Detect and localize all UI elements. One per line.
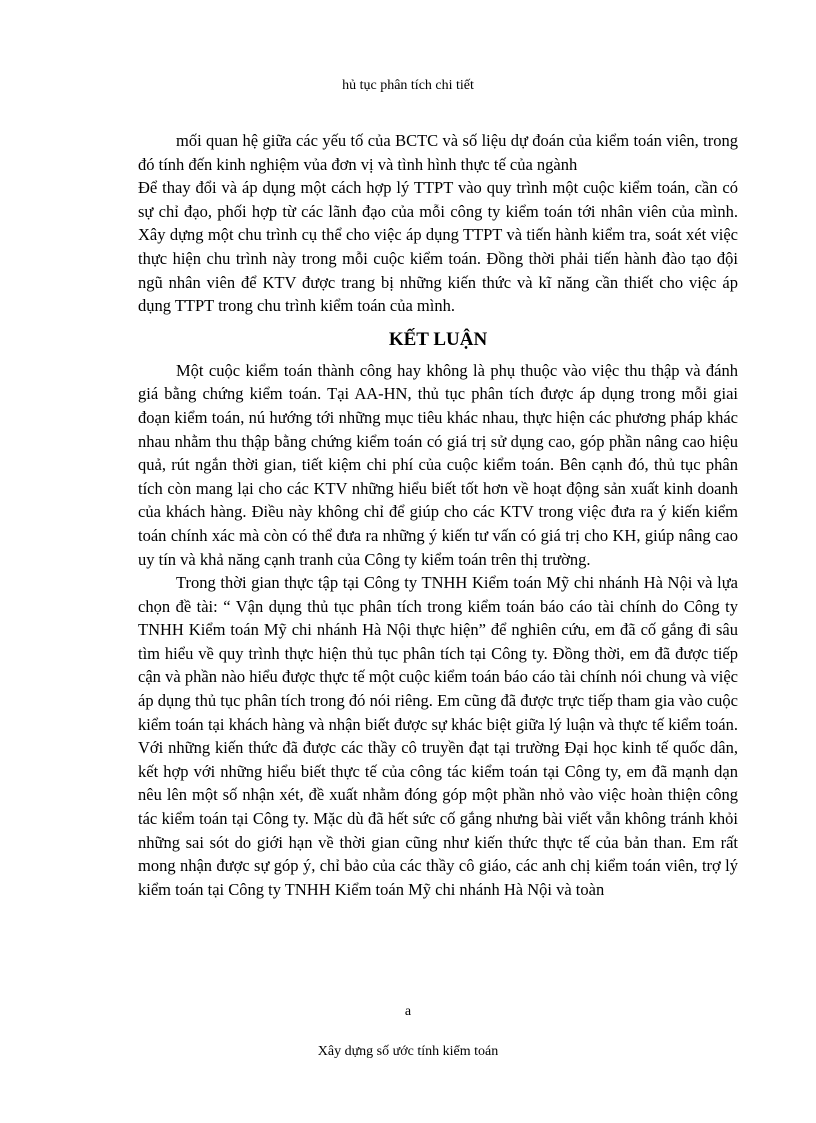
paragraph-conclusion-2: Trong thời gian thực tập tại Công ty TNHH Kiểm toán Mỹ chi nhánh Hà Nội và lựa chọn đề tài: “ Vận dụng thủ tục phân tích trong kiểm toán báo cáo tài chính do Công ty TNHH Kiểm toán Mỹ chi nhánh Hà Nội thực hiện” để nghiên cứu, em đã cố gắng đi sâu tìm hiểu về quy trình thực hiện thủ tục phân tích tại Công ty. Đồng thời, em đã được tiếp cận và phần nào hiểu được thực tế một cuộc kiểm toán báo cáo tài chính nói chung và việc áp dụng thủ tục phân tích trong đó nói riêng. Em cũng đã được trực tiếp tham gia vào cuộc kiểm toán tại khách hàng và nhận biết được sự khác biệt giữa lý luận và thực tế kiểm toán. Với những kiến thức đã được các thầy cô truyền đạt tại trường Đại học kinh tế quốc dân, kết hợp với những hiểu biết thực tế của công tác kiểm toán tại Công ty, em đã mạnh dạn nêu lên một số nhận xét, đề xuất nhằm đóng góp một phần nhỏ vào việc hoàn thiện công tác kiểm toán tại Công ty. Mặc dù đã hết sức cố gắng nhưng bài viết vẫn không tránh khỏi những sai sót do giới hạn về thời gian cũng như kiến thức thực tế của bản than. Em rất mong nhận được sự góp ý, chỉ bảo của các thầy cô giáo, các anh chị kiểm toán viên, trợ lý kiểm toán tại Công ty TNHH Kiểm toán Mỹ chi nhánh Hà Nội và toàn bbox=[138, 573, 738, 899]
document-body bbox=[138, 129, 738, 901]
page-header: hủ tục phân tích chi tiết bbox=[342, 78, 474, 93]
paragraph-conclusion-1: Một cuộc kiểm toán thành công hay không là phụ thuộc vào việc thu thập và đánh giá bằng chứng kiểm toán. Tại AA-HN, thủ tục phân tích được áp dụng trong mỗi giai đoạn kiểm toán, nú hướng tới những mục tiêu khác nhau, thực hiện các phương pháp khác nhau nhằm thu thập bằng chứng kiểm toán có giá trị sử dụng cao, góp phần nâng cao hiệu quả, rút ngắn thời gian, tiết kiệm chi phí của cuộc kiểm toán. Bên cạnh đó, thủ tục phân tích còn mang lại cho các KTV những hiểu biết tốt hơn về hoạt động sản xuất kinh doanh của khách hàng. Điều này không chỉ để giúp cho các KTV trong việc đưa ra ý kiến kiểm toán chính xác mà còn có thể đưa ra những ý kiến tư vấn có giá trị cho KH, giúp nâng cao uy tín và khả năng cạnh tranh của Công ty kiểm toán trên thị trường. bbox=[138, 360, 738, 569]
page-number: a bbox=[404, 1004, 412, 1019]
page-footer: Xây dựng số ước tính kiểm toán bbox=[317, 1044, 499, 1059]
paragraph-recommendation: Để thay đổi và áp dụng một cách hợp lý TTPT vào quy trình một cuộc kiểm toán, cần có sự chỉ đạo, phối hợp từ các lãnh đạo của mỗi công ty kiểm toán tới nhân viên của mình. Xây dựng một chu trình cụ thể cho việc áp dụng TTPT và tiến hành kiểm tra, soát xét việc thực hiện chu trình này trong mỗi cuộc kiểm toán. Đồng thời phải tiến hành đào tạo đội ngũ nhân viên để KTV được trang bị những kiến thức và kĩ năng cần thiết cho việc áp dụng TTPT trong chu trình kiểm toán của mình. bbox=[138, 178, 738, 316]
paragraph-intro: mối quan hệ giữa các yếu tố của BCTC và số liệu dự đoán của kiểm toán viên, trong đó tính đến kinh nghiệm vủa đơn vị và tình hình thực tế của ngành bbox=[138, 131, 738, 174]
section-title-conclusion: KẾT LUẬN bbox=[388, 328, 488, 350]
